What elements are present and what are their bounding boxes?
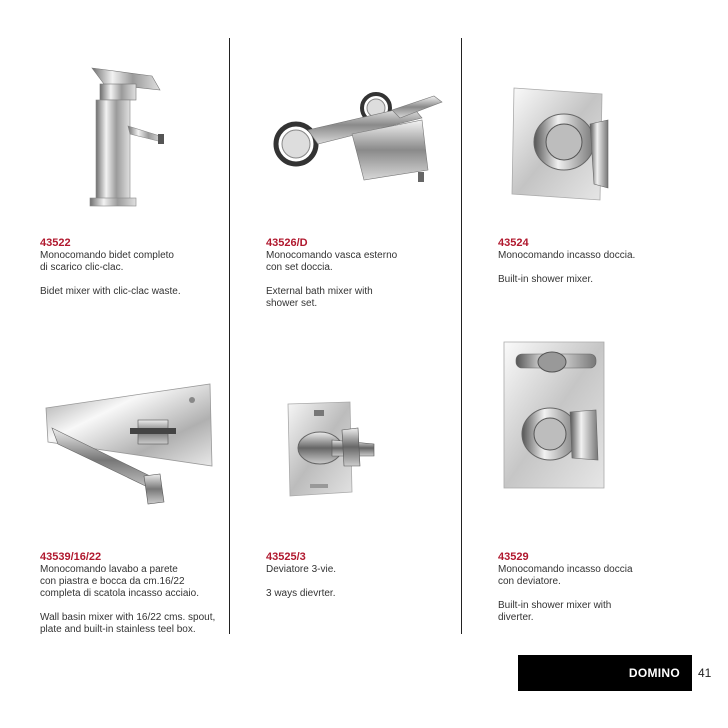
product-card-43529 [498, 550, 683, 624]
product-code: 43529 [498, 551, 529, 563]
product-description-it: Monocomando lavabo a parete con piastra e bocca da cm.16/22 completa di scatola incasso acciaio. [40, 564, 199, 599]
brand-label: DOMINO [628, 666, 680, 680]
product-code: 43526/D [266, 237, 308, 249]
product-description-en: 3 ways dievrter. [266, 588, 336, 599]
product-description-it: Monocomando incasso doccia. [498, 250, 636, 261]
column-divider [229, 38, 230, 634]
product-description-en: Built-in shower mixer with diverter. [498, 600, 612, 623]
product-description-en: Wall basin mixer with 16/22 cms. spout, plate and built-in stainless teel box. [40, 612, 216, 635]
wall-basin-mixer-photo [40, 380, 218, 506]
diverter-photo [280, 400, 378, 500]
column-divider [461, 38, 462, 634]
product-description-en: Built-in shower mixer. [498, 274, 594, 285]
product-description-it: Deviatore 3-vie. [266, 564, 337, 575]
bidet-mixer-photo [80, 62, 170, 212]
footer-brand-bar [518, 655, 692, 691]
product-description-it: Monocomando incasso doccia con deviatore. [498, 564, 633, 587]
product-description-en: Bidet mixer with clic-clac waste. [40, 286, 181, 297]
shower-mixer-diverter-photo [500, 340, 610, 490]
product-description-it: Monocomando bidet completo di scarico clic-clac. [40, 250, 174, 273]
bath-mixer-photo [272, 90, 452, 190]
product-card-43526-d [266, 236, 451, 310]
product-code: 43524 [498, 237, 529, 249]
product-code: 43539/16/22 [40, 551, 102, 563]
shower-mixer-photo [510, 84, 620, 204]
product-card-43525-3 [266, 550, 451, 600]
product-description-en: External bath mixer with shower set. [266, 286, 373, 309]
product-description-it: Monocomando vasca esterno con set doccia. [266, 250, 398, 273]
product-card-43524 [498, 236, 683, 286]
product-card-43539-16-22 [40, 550, 228, 636]
product-code: 43525/3 [266, 551, 306, 563]
product-card-43522 [40, 236, 225, 298]
product-code: 43522 [40, 237, 71, 249]
page-number: 41 [698, 666, 712, 680]
